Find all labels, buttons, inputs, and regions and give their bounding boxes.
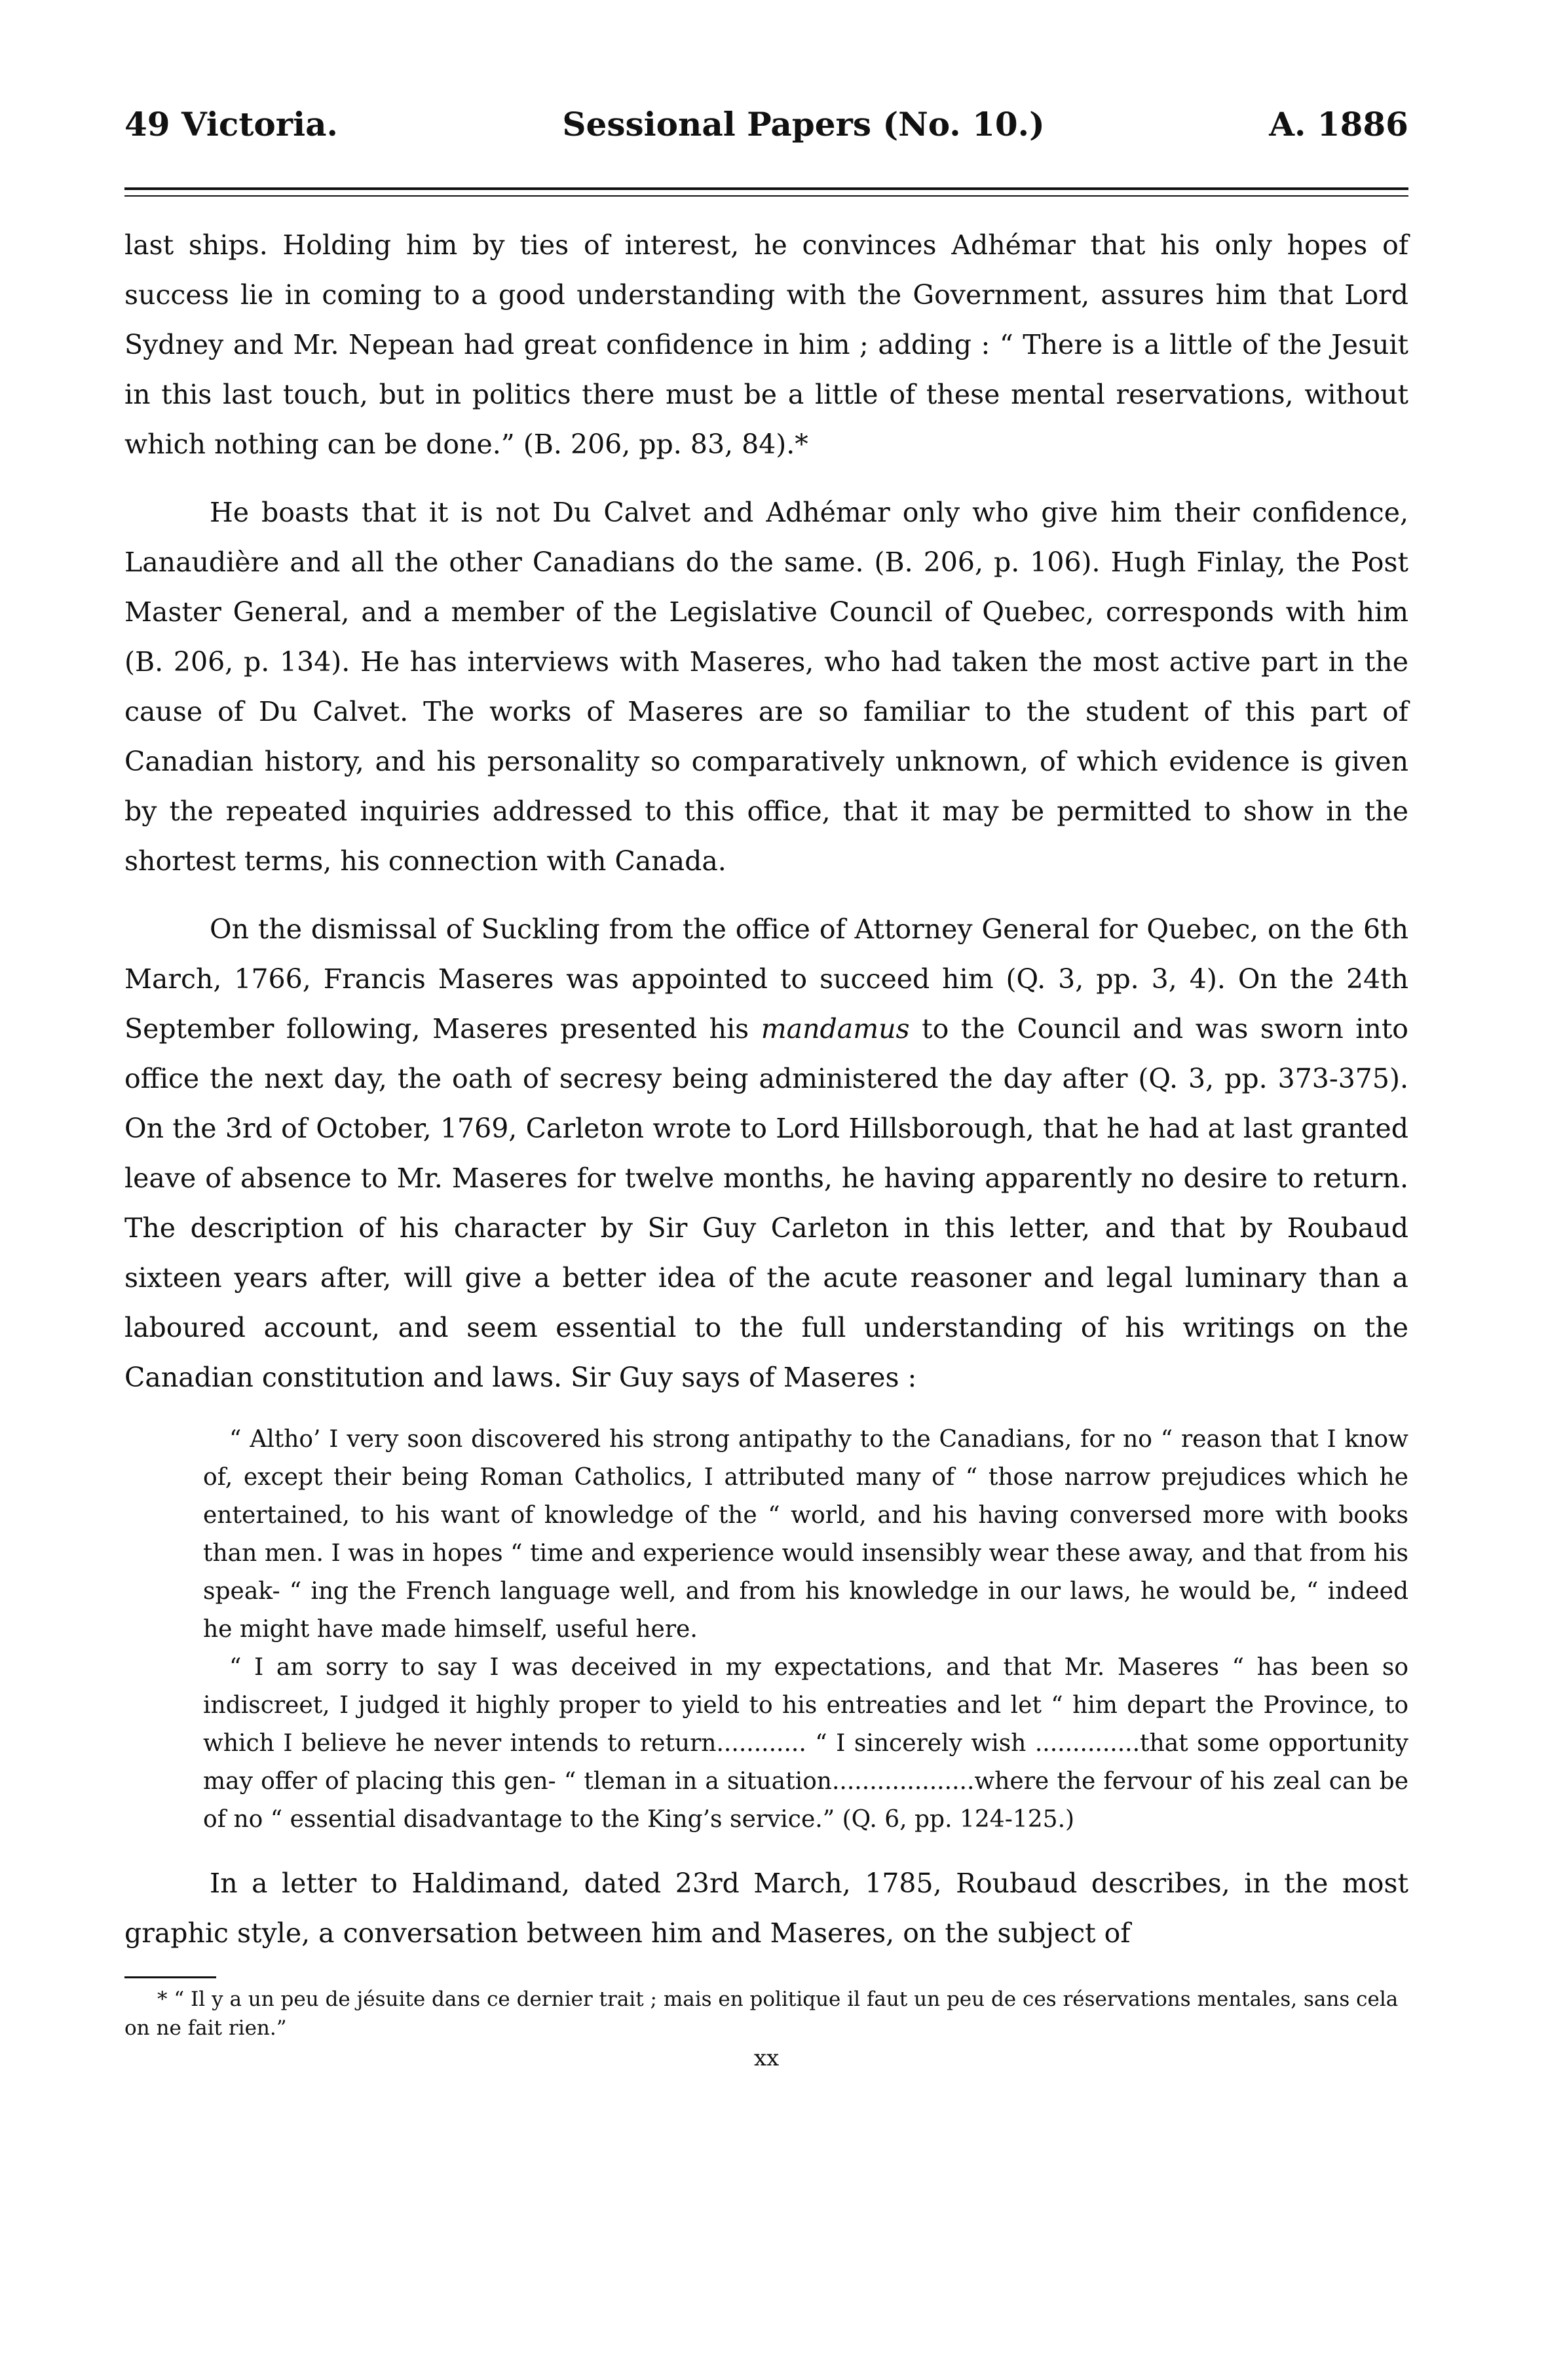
quote-paragraph-1: “ Altho’ I very soon discovered his strong antipathy to the Canadians, for no “ reason that I know of, except their being Roman Catholics, I attributed many of “ those narrow prejudices which he entertained, to his want of knowledge of the “ world, and his having conversed more with books than men. I was in hopes “ time and experience would insensibly wear these away, and that from his speak- “ ing the French language well, and from his knowledge in our laws, he would be, “ indeed he might have made himself, useful here. [203, 1426, 1408, 1643]
paragraph-3-text: On the dismissal of Suckling from the office of Attorney General for Quebec, on the 6th March, 1766, Francis Maseres was appointed to succeed him (Q. 3, pp. 3, 4). On the 24th September following, Maseres presented his [124, 913, 1408, 1045]
paragraph-1: last ships. Holding him by ties of interest, he convinces Adhémar that his only hopes of success lie in coming to a good understanding with the Government, assures him that Lord Sydney and Mr. Nepean had great confidence in him ; adding : “ There is a little of the Jesuit in this last touch, but in politics there must be a little of these mental reservations, without which nothing can be done.” (B. 206, pp. 83, 84).* [124, 229, 1408, 460]
page [124, 105, 1408, 2071]
paragraph-3-text-cont: to the Council and was sworn into office the next day, the oath of secresy being administered the day after (Q. 3, pp. 373-375). On the 3rd of October, 1769, Carleton wrote to Lord Hillsborough, that he had at last granted leave of absence to Mr. Maseres for twelve months, he having apparently no desire to return. The description of his character by Sir Guy Carleton in this letter, and that by Roubaud sixteen years after, will give a better idea of the acute reasoner and legal luminary than a laboured account, and seem essential to the full understanding of his writings on the Canadian constitution and laws. Sir Guy says of Maseres : [124, 1013, 1408, 1393]
page-folio: xx [753, 2045, 780, 2071]
paragraph-3 [124, 904, 1408, 1402]
italic-mandamus: mandamus [761, 1013, 910, 1045]
block-quote [203, 1421, 1408, 1839]
header-rule [124, 187, 1408, 197]
body-text [124, 220, 1408, 1958]
paragraph-4: In a letter to Haldimand, dated 23rd March, 1785, Roubaud describes, in the most graphic style, a conversation between him and Maseres, on the subject of [124, 1868, 1408, 1949]
header-left: 49 Victoria. [124, 105, 338, 144]
header-right: A. 1886 [1269, 105, 1408, 144]
footnote-rule [124, 1976, 216, 1978]
header-center: Sessional Papers (No. 10.) [562, 105, 1045, 144]
footnote: * “ Il y a un peu de jésuite dans ce dernier trait ; mais en politique il faut un peu de ces réservations mentales, sans cela on ne fait rien.” [124, 1987, 1399, 2040]
paragraph-2: He boasts that it is not Du Calvet and Adhémar only who give him their confidence, Lanaudière and all the other Canadians do the same. (B. 206, p. 106). Hugh Finlay, the Post Master General, and a member of the Legislative Council of Quebec, corresponds with him (B. 206, p. 134). He has interviews with Maseres, who had taken the most active part in the cause of Du Calvet. The works of Maseres are so familiar to the student of this part of Canadian history, and his personality so comparatively unknown, of which evidence is given by the repeated inquiries addressed to this office, that it may be permitted to show in the shortest terms, his connection with Canada. [124, 497, 1408, 877]
running-head [124, 105, 1408, 144]
quote-paragraph-2: “ I am sorry to say I was deceived in my expectations, and that Mr. Maseres “ has been so indiscreet, I judged it highly proper to yield to his entreaties and let “ him depart the Province, to which I believe he never intends to return............ “ I sincerely wish ..............that some opportunity may offer of placing this gen- “ tleman in a situation...................where the fervour of his zeal can be of no “ essential disadvantage to the King’s service.” (Q. 6, pp. 124-125.) [203, 1654, 1408, 1833]
